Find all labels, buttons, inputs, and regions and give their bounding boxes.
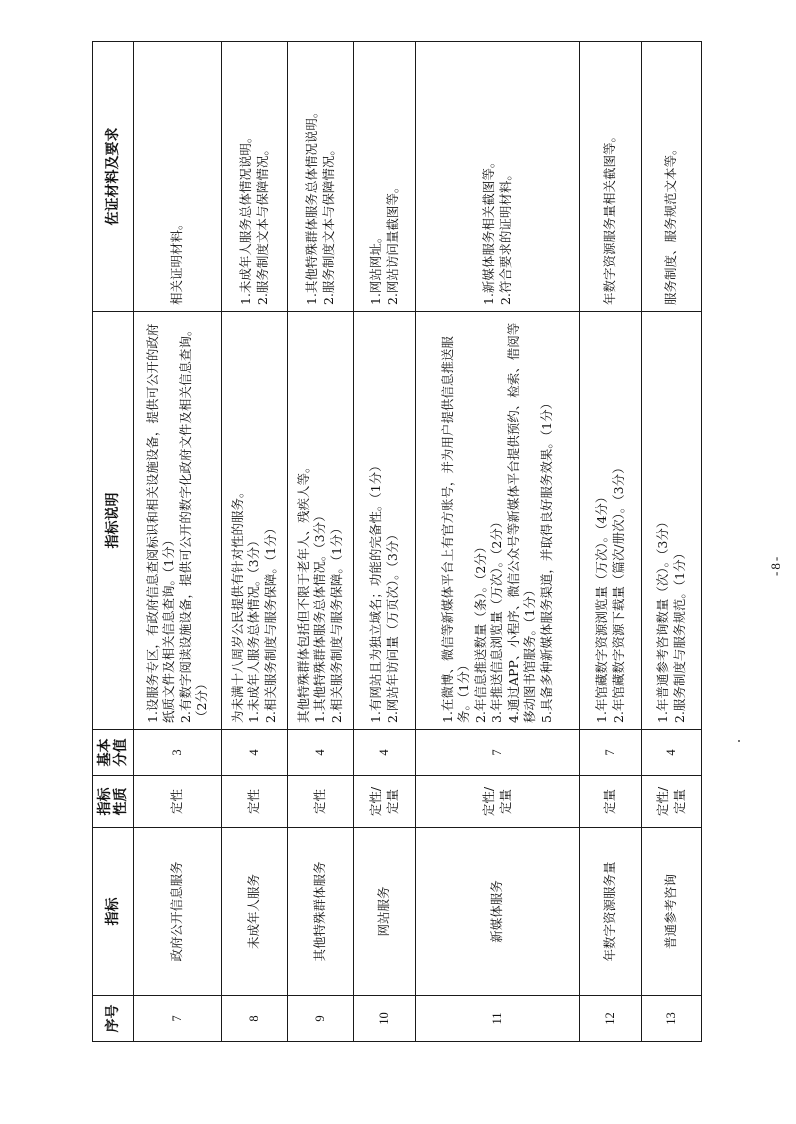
row-indicator: 新媒体服务 xyxy=(416,828,580,996)
table-row xyxy=(288,42,354,1042)
description-line: 1.其他特殊群体服务总体情况。（3分） xyxy=(312,509,328,723)
page-number: -8- xyxy=(768,554,783,576)
row-nature: 定性/定量 xyxy=(354,776,416,828)
description-line: 2.相关服务制度与服务保障。（1分） xyxy=(328,521,344,723)
header-nature: 指标性质 xyxy=(93,776,134,828)
description-line: 5.具备多种新媒体服务渠道，并取得良好服务效果。（1分） xyxy=(538,396,554,723)
description-line: 1.设服务专区，有政府信息查阅标识和相关设施设备，提供可公开的政府纸质文件及相关信息查询。（1分） xyxy=(144,323,176,723)
header-description: 指标说明 xyxy=(93,312,134,730)
description-line: 2.服务制度与服务规范。（1分） xyxy=(671,546,687,723)
row-evidence xyxy=(354,42,416,312)
evidence-line: 2.服务制度文本与保障情况。 xyxy=(254,143,270,305)
row-indicator: 其他特殊群体服务 xyxy=(288,828,354,996)
row-description xyxy=(580,312,642,730)
table-row xyxy=(222,42,288,1042)
description-line: 2.有数字阅读设施设备，提供可公开的数字化政府文件及相关信息查询。（2分） xyxy=(177,323,209,723)
evidence-line: 2.符合要求的证明材料。 xyxy=(497,168,513,305)
evidence-line: 1.其他特殊群体服务总体情况说明。 xyxy=(304,105,319,305)
description-line: 2.年馆藏数字资源下载量（篇次/册次）。（3分） xyxy=(610,461,626,723)
evidence-line: 2.服务制度文本与保障情况。 xyxy=(320,143,336,305)
table-row xyxy=(416,42,580,1042)
table-row xyxy=(134,42,222,1042)
row-description xyxy=(134,312,222,730)
evidence-line: 1.新媒体服务相关截图等。 xyxy=(481,155,496,305)
table-body xyxy=(134,42,702,1042)
row-evidence xyxy=(134,42,222,312)
row-description xyxy=(642,312,702,730)
description-line: 2.相关服务制度与服务保障。（1分） xyxy=(262,521,278,723)
description-line: 3.年推送信息浏览量（万次）。（2分） xyxy=(489,515,505,723)
row-index: 12 xyxy=(580,996,642,1042)
scan-speck xyxy=(738,740,740,742)
table-row xyxy=(642,42,702,1042)
row-description xyxy=(354,312,416,730)
description-line: 1.年普通参考咨询数量（次）。（3分） xyxy=(655,515,670,723)
row-evidence xyxy=(642,42,702,312)
evidence-line: 1.网站网址。 xyxy=(368,230,383,305)
evidence-line: 服务制度、服务规范文本等。 xyxy=(663,142,679,305)
header-evidence: 佐证材料及要求 xyxy=(93,42,134,312)
header-index: 序号 xyxy=(93,996,134,1042)
row-evidence xyxy=(222,42,288,312)
description-line: 1.有网站且为独立域名；功能的完备性。（1分） xyxy=(368,459,383,723)
description-line: 4.通过APP、小程序、微信公众号等新媒体平台提供预约、检索、借阅等移动图书馆服务。（1分） xyxy=(505,322,538,723)
row-evidence xyxy=(288,42,354,312)
indicator-table xyxy=(92,41,702,1042)
row-score: 4 xyxy=(642,730,702,776)
row-nature: 定性/定量 xyxy=(416,776,580,828)
evidence-line: 1.未成年人服务总体情况说明。 xyxy=(238,130,253,305)
description-line: 1.未成年人服务总体情况。（3分） xyxy=(246,534,262,723)
evidence-line: 2.网站访问量截图等。 xyxy=(384,180,400,305)
row-score: 4 xyxy=(354,730,416,776)
evidence-line: 年数字资源服务量相关截图等。 xyxy=(602,129,618,305)
description-line: 1.年馆藏数字资源浏览量（万次）。（4分） xyxy=(594,490,609,723)
row-nature: 定性 xyxy=(134,776,222,828)
row-index: 9 xyxy=(288,996,354,1042)
description-line: 为未满十八周岁公民提供有针对性的服务。 xyxy=(229,485,245,723)
row-score: 4 xyxy=(288,730,354,776)
row-index: 7 xyxy=(134,996,222,1042)
row-nature: 定性/定量 xyxy=(642,776,702,828)
row-indicator: 政府公开信息服务 xyxy=(134,828,222,996)
row-index: 10 xyxy=(354,996,416,1042)
description-line: 2.年信息推送数量（条）。（2分） xyxy=(472,540,488,723)
table-header-row xyxy=(93,42,134,1042)
row-indicator: 网站服务 xyxy=(354,828,416,996)
header-score: 基本分值 xyxy=(93,730,134,776)
description-line: 1.在微博、微信等新媒体平台上有官方账号，并为用户提供信息推送服务。（1分） xyxy=(439,336,472,723)
evidence-line: 相关证明材料。 xyxy=(169,217,185,305)
row-score: 7 xyxy=(580,730,642,776)
row-evidence xyxy=(580,42,642,312)
row-score: 4 xyxy=(222,730,288,776)
description-line: 2.网站年访问量（万页次）。（3分） xyxy=(384,528,400,723)
table-row xyxy=(580,42,642,1042)
row-description xyxy=(416,312,580,730)
row-score: 7 xyxy=(416,730,580,776)
row-indicator: 未成年人服务 xyxy=(222,828,288,996)
row-nature: 定量 xyxy=(580,776,642,828)
description-line: 其他特殊群体包括但不限于老年人、残疾人等。 xyxy=(295,460,311,723)
row-indicator: 年数字资源服务量 xyxy=(580,828,642,996)
row-evidence xyxy=(416,42,580,312)
table-row xyxy=(354,42,416,1042)
row-index: 8 xyxy=(222,996,288,1042)
row-description xyxy=(288,312,354,730)
row-index: 13 xyxy=(642,996,702,1042)
row-description xyxy=(222,312,288,730)
row-index: 11 xyxy=(416,996,580,1042)
row-indicator: 普通参考咨询 xyxy=(642,828,702,996)
row-score: 3 xyxy=(134,730,222,776)
row-nature: 定性 xyxy=(222,776,288,828)
row-nature: 定性 xyxy=(288,776,354,828)
header-indicator: 指标 xyxy=(93,828,134,996)
